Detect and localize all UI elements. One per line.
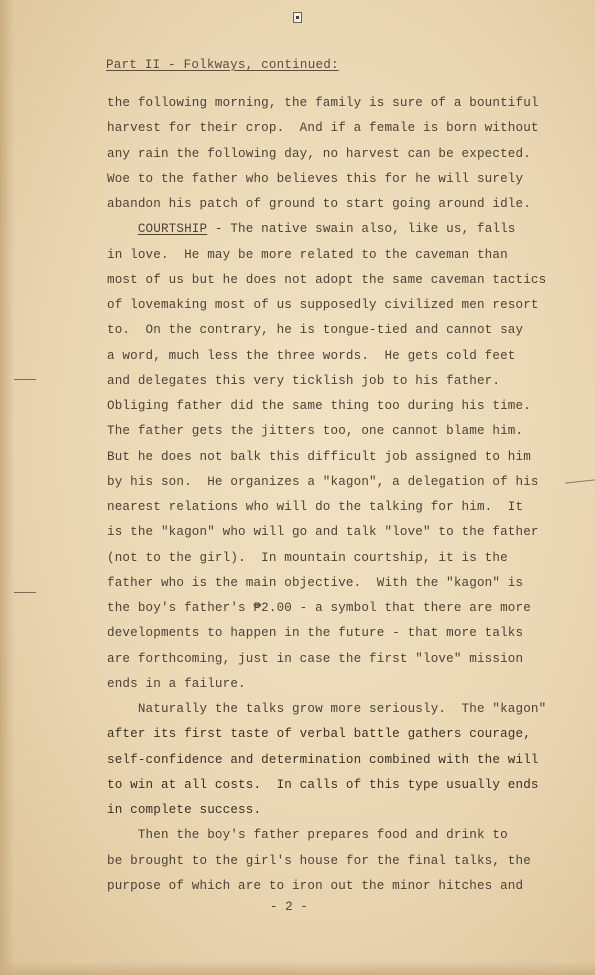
text-line: abandon his patch of ground to start going around idle. (107, 197, 531, 211)
text-line: harvest for their crop. And if a female is born without (107, 121, 539, 136)
text-line: father who is the main objective. With the "kagon" is (107, 575, 524, 590)
staple-icon (293, 12, 302, 23)
binding-tick-mark (14, 379, 36, 380)
text-line: after its first taste of verbal battle gathers courage, (107, 727, 531, 742)
text-line: is the "kagon" who will go and talk "love" to the father (107, 525, 539, 540)
text-line: ends in a failure. (107, 676, 246, 691)
text-line: a word, much less the three words. He gets cold feet (107, 348, 516, 363)
text-line: in love. He may be more related to the caveman than (107, 247, 508, 262)
text-line: nearest relations who will do the talking for him. It (107, 500, 524, 514)
text-line: are forthcoming, just in case the first "love" mission (107, 651, 524, 666)
text-line: the following morning, the family is sure of a bountiful (107, 96, 539, 110)
text-line: Then the boy's father prepares food and drink to (107, 828, 508, 843)
margin-pencil-mark (565, 479, 595, 483)
text-line: by his son. He organizes a "kagon", a delegation of his (107, 474, 539, 489)
text-line: any rain the following day, no harvest can be expected. (107, 146, 531, 161)
text-line: The father gets the jitters too, one cannot blame him. (107, 424, 524, 439)
text-line: of lovemaking most of us supposedly civilized men resort (107, 298, 539, 312)
text-line: developments to happen in the future - that more talks (107, 626, 524, 641)
text-line-rest: - The native swain also, like us, falls (207, 222, 516, 237)
text-line: in complete success. (107, 803, 262, 817)
section-title-courtship: COURTSHIP (137, 222, 208, 237)
section-heading: Part II - Folkways, continued: (106, 58, 339, 72)
text-line: the boy's father's ₱2.00 - a symbol that there are more (107, 601, 531, 615)
text-line: to. On the contrary, he is tongue-tied and cannot say (107, 323, 524, 338)
page-number: - 2 - (270, 900, 308, 914)
text-line: and delegates this very ticklish job to his father. (107, 373, 501, 388)
text-line: most of us but he does not adopt the same caveman tactics (107, 272, 547, 287)
text-line: Obliging father did the same thing too during his time. (107, 399, 531, 413)
text-line: be brought to the girl's house for the final talks, the (107, 853, 531, 868)
text-line: self-confidence and determination combined with the will (107, 752, 539, 767)
text-line (107, 222, 516, 236)
text-line: (not to the girl). In mountain courtship, it is the (107, 550, 508, 565)
binding-tick-mark (14, 592, 36, 593)
text-line: Woe to the father who believes this for he will surely (107, 171, 524, 186)
text-line: Naturally the talks grow more seriously. The "kagon" (107, 702, 547, 716)
text-line: But he does not balk this difficult job assigned to him (107, 449, 531, 464)
text-line: to win at all costs. In calls of this type usually ends (107, 777, 539, 792)
text-line: purpose of which are to iron out the minor hitches and (107, 878, 524, 893)
